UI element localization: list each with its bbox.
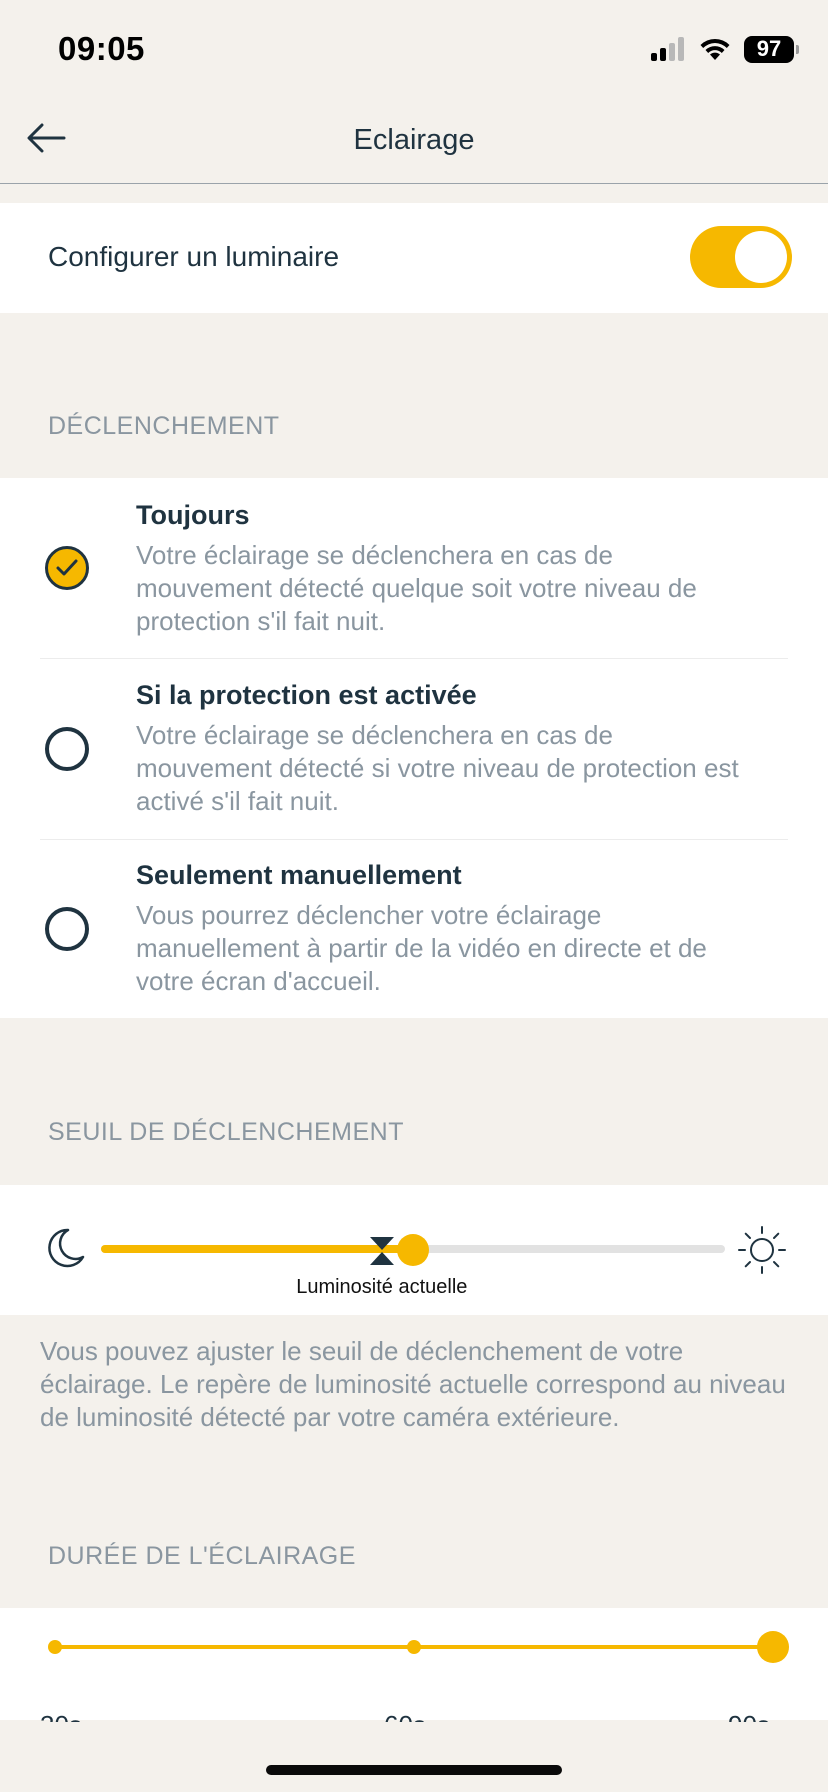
radio-unselected[interactable] bbox=[45, 727, 89, 771]
bottom-safe-area bbox=[0, 1722, 828, 1792]
duration-card bbox=[0, 1608, 828, 1720]
option-title: Toujours bbox=[136, 500, 250, 530]
trigger-option-always[interactable] bbox=[0, 478, 828, 659]
option-description: Vous pourrez déclencher votre éclairage manuellement à partir de la vidéo en directe et de votre écran d'accueil. bbox=[136, 900, 707, 996]
current-luminosity-marker-icon bbox=[369, 1236, 395, 1266]
page-title: Eclairage bbox=[353, 124, 475, 156]
trigger-section-header: DÉCLENCHEMENT bbox=[48, 412, 280, 440]
option-title: Seulement manuellement bbox=[136, 860, 462, 890]
threshold-section-header: SEUIL DE DÉCLENCHEMENT bbox=[48, 1118, 404, 1146]
threshold-slider-fill bbox=[101, 1245, 413, 1253]
threshold-slider-thumb[interactable] bbox=[397, 1234, 429, 1266]
option-title: Si la protection est activée bbox=[136, 680, 477, 710]
battery-icon bbox=[744, 36, 794, 63]
toggle-knob bbox=[735, 231, 787, 283]
wifi-icon bbox=[698, 36, 732, 62]
status-icons bbox=[651, 34, 794, 64]
duration-slider-thumb[interactable] bbox=[757, 1631, 789, 1663]
home-indicator bbox=[266, 1765, 562, 1775]
radio-unselected[interactable] bbox=[45, 907, 89, 951]
trigger-option-protection-active[interactable] bbox=[0, 659, 828, 840]
navigation-bar bbox=[0, 100, 828, 184]
moon-icon bbox=[42, 1225, 88, 1271]
trigger-options-card bbox=[0, 478, 828, 1018]
duration-section-header: DURÉE DE L'ÉCLAIRAGE bbox=[48, 1542, 356, 1570]
configure-luminaire-label: Configurer un luminaire bbox=[48, 241, 340, 272]
battery-level: 97 bbox=[756, 36, 782, 61]
current-luminosity-label: Luminosité actuelle bbox=[296, 1276, 468, 1298]
sun-icon bbox=[736, 1224, 788, 1276]
cellular-signal-icon bbox=[651, 37, 684, 61]
configure-luminaire-toggle[interactable] bbox=[690, 226, 792, 288]
duration-tick-dot[interactable] bbox=[407, 1640, 421, 1654]
radio-selected[interactable] bbox=[45, 546, 89, 590]
status-bar bbox=[0, 0, 828, 100]
duration-tick-dot[interactable] bbox=[48, 1640, 62, 1654]
threshold-help-text: Vous pouvez ajuster le seuil de déclenchement de votre éclairage. Le repère de luminosité actuelle correspond au niveau de luminosité détecté par votre caméra extérieure. bbox=[40, 1336, 786, 1432]
trigger-option-manual-only[interactable] bbox=[0, 840, 828, 1021]
check-icon bbox=[54, 556, 80, 580]
option-description: Votre éclairage se déclenchera en cas de mouvement détecté quelque soit votre niveau de protection s'il fait nuit. bbox=[136, 540, 697, 636]
status-time: 09:05 bbox=[58, 30, 145, 67]
option-description: Votre éclairage se déclenchera en cas de mouvement détecté si votre niveau de protection est activé s'il fait nuit. bbox=[136, 720, 739, 816]
